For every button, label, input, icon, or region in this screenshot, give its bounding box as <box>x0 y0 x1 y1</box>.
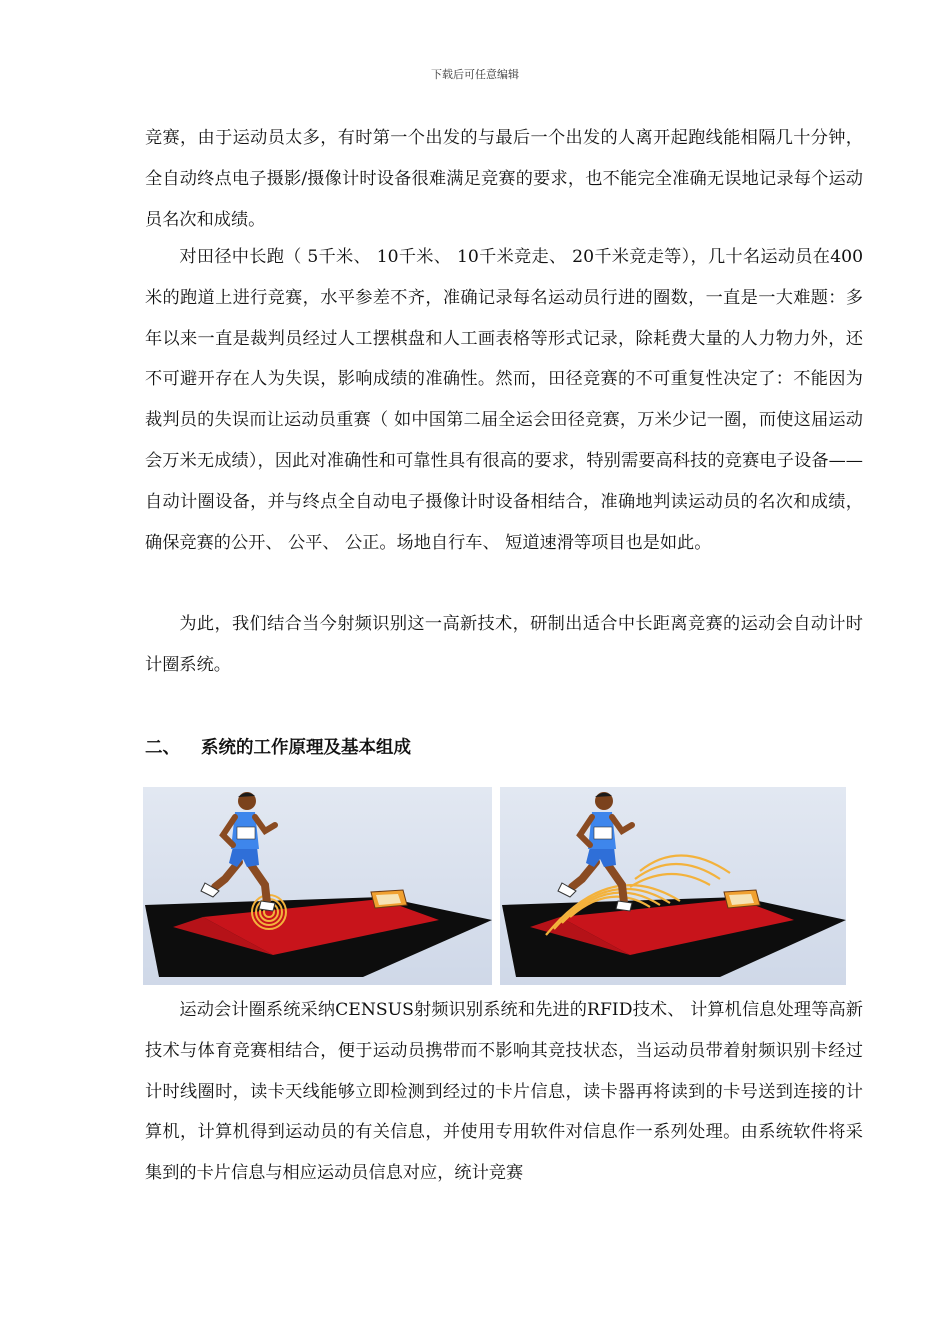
section-heading <box>145 734 411 759</box>
section-title: 系统的工作原理及基本组成 <box>201 738 411 758</box>
section-number: 二、 <box>145 738 180 758</box>
paragraph-intro: 竞赛，由于运动员太多，有时第一个出发的与最后一个出发的人离开起跑线能相隔几十分钟，全自动终点电子摄影/摄像计时设备很难满足竞赛的要求，也不能完全准确无误地记录每个运动员名次和成绩。 <box>145 128 863 230</box>
paragraph-solution: 为此，我们结合当今射频识别这一高新技术，研制出适合中长距离竞赛的运动会自动计时计圈系统。 <box>145 614 863 675</box>
paragraph-track-problem: 对田径中长跑（ 5千米、 10千米、 10千米竞走、 20千米竞走等），几十名运动员在400米的跑道上进行竞赛，水平参差不齐，准确记录每名运动员行进的圈数，一直是一大难题：多年以来一直是裁判员经过人工摆棋盘和人工画表格等形式记录，除耗费大量的人力物力外，还不可避开存在人为失误，影响成绩的准确性。然而，田径竞赛的不可重复性决定了：不能因为裁判员的失误而让运动员重赛（ 如中国第二届全运会田径竞赛，万米少记一圈，而使这届运动会万米无成绩），因此对准确性和可靠性具有很高的要求，特别需要高科技的竞赛电子设备——自动计圈设备，并与终点全自动电子摄像计时设备相结合，准确地判读运动员的名次和成绩，确保竞赛的公开、 公平、 公正。场地自行车、 短道速滑等项目也是如此。 <box>145 247 863 553</box>
page-header-note: 下载后可任意编辑 <box>431 68 519 81</box>
reader-box-icon <box>371 890 407 908</box>
paragraph-system-description: 运动会计圈系统采纳CENSUS射频识别系统和先进的RFID技术、 计算机信息处理等高新技术与体育竞赛相结合，便于运动员携带而不影响其竞技状态，当运动员带着射频识别卡经过计时线圈时，读卡天线能够立即检测到经过的卡片信息，读卡器再将读到的卡号送到连接的计算机，计算机得到运动员的有关信息，并使用专用软件对信息作一系列处理。由系统软件将采集到的卡片信息与相应运动员信息对应，统计竞赛 <box>145 1000 863 1184</box>
reader-box-icon <box>724 890 760 908</box>
figure-runner-tag-mat <box>143 787 492 985</box>
figure-runner-signal-reader <box>500 787 846 985</box>
